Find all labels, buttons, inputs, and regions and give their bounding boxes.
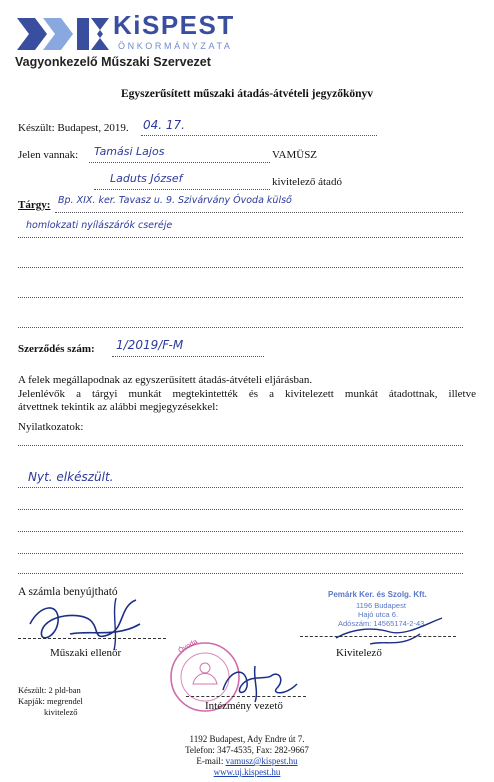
jelen-name-1-handwritten: Tamási Lajos — [94, 145, 165, 158]
paragraph-inspection-1: Jelenlévők a tárgyi munkát megtekintették és a kivitelezett munkát átadottnak, illetve — [18, 388, 476, 400]
jelen-name-2-handwritten: Laduts József — [110, 172, 183, 185]
nyilatkozat-line-3 — [18, 508, 463, 510]
szerzodes-label: Szerződés szám: — [18, 343, 95, 355]
footer-email-link[interactable]: vamusz@kispest.hu — [225, 756, 298, 766]
kivitelezo-label: Kivitelező — [336, 647, 382, 659]
kivitelezo-signature-line — [300, 636, 456, 637]
targy-handwritten-2: homlokzati nyílászárók cseréje — [26, 220, 173, 231]
szerzodes-handwritten: 1/2019/F-M — [116, 338, 184, 352]
muszaki-ellenor-label: Műszaki ellenőr — [50, 647, 122, 659]
targy-line-1 — [55, 211, 463, 213]
nyilatkozat-line-5 — [18, 552, 463, 554]
seal-text: Óvoda — [177, 638, 199, 655]
copies-line-3: kivitelező — [44, 707, 78, 717]
brand-name: KiSPEST — [113, 10, 235, 40]
footer-web-link[interactable]: www.uj.kispest.hu — [213, 767, 281, 777]
brand-subtitle: ÖNKORMÁNYZATA — [118, 41, 233, 51]
footer-email-row — [0, 756, 494, 767]
targy-label: Tárgy: — [18, 199, 51, 211]
copies-line-2: Kapják: megrendel — [18, 696, 83, 706]
intezmeny-vezeto-label: Intézmény vezető — [205, 700, 283, 712]
keszult-date-handwritten: 04. 17. — [143, 118, 185, 132]
document-title: Egyszerűsített műszaki átadás-átvételi jegyzőkönyv — [120, 88, 373, 100]
paragraph-agreement: A felek megállapodnak az egyszerűsített átadás-átvételi eljárásban. — [18, 374, 313, 386]
kispest-logo-icon — [17, 14, 109, 58]
nyilatkozat-line-4 — [18, 530, 463, 532]
footer-phone: Telefon: 347-4535, Fax: 282-9667 — [185, 745, 309, 755]
paragraph-inspection-2: átvettnek tekintik az alábbi megjegyzésekkel: — [18, 401, 219, 413]
stamp-line-2: 1196 Budapest — [356, 601, 406, 610]
muszaki-signature-line — [18, 638, 166, 639]
intezmeny-signature-icon — [215, 660, 305, 705]
invoice-note: A számla benyújtható — [18, 586, 118, 598]
jelen-line-2 — [94, 188, 270, 190]
targy-line-2 — [18, 236, 463, 238]
stamp-line-3: Hajó utca 6. — [358, 610, 399, 619]
copies-line-1: Készült: 2 pld-ban — [18, 685, 81, 695]
keszult-line — [141, 134, 377, 136]
targy-line-3 — [18, 266, 463, 268]
nyilatkozat-line-6 — [18, 572, 463, 574]
nyilatkozatok-label: Nyilatkozatok: — [18, 421, 84, 433]
nyilatkozat-line-1 — [18, 444, 463, 446]
footer-address: 1192 Budapest, Ady Endre út 7. — [189, 734, 305, 744]
stamp-line-1: Pemárk Ker. és Szolg. Kft. — [328, 590, 427, 599]
szerzodes-line — [112, 355, 264, 357]
nyilatkozat-handwritten: Nyt. elkészült. — [28, 470, 114, 484]
jelen-line-1 — [89, 161, 270, 163]
jelen-org-1: VAMÜSZ — [272, 149, 318, 161]
nyilatkozat-line-2 — [18, 486, 463, 488]
jelen-org-2: kivitelező átadó — [272, 176, 342, 188]
muszaki-ellenor-signature-icon — [20, 594, 160, 654]
footer-web-row — [0, 767, 494, 778]
stamp-line-4: Adószám: 14565174-2-43 — [338, 619, 425, 628]
keszult-label: Készült: Budapest, 2019. — [18, 122, 129, 134]
targy-handwritten-1: Bp. XIX. ker. Tavasz u. 9. Szivárvány Óvoda külső — [58, 195, 292, 206]
organization-name: Vagyonkezelő Műszaki Szervezet — [15, 55, 211, 69]
footer-email-label: E-mail: — [196, 756, 226, 766]
jelen-label: Jelen vannak: — [18, 149, 79, 161]
intezmeny-signature-line — [186, 696, 306, 697]
targy-line-5 — [18, 326, 463, 328]
targy-line-4 — [18, 296, 463, 298]
